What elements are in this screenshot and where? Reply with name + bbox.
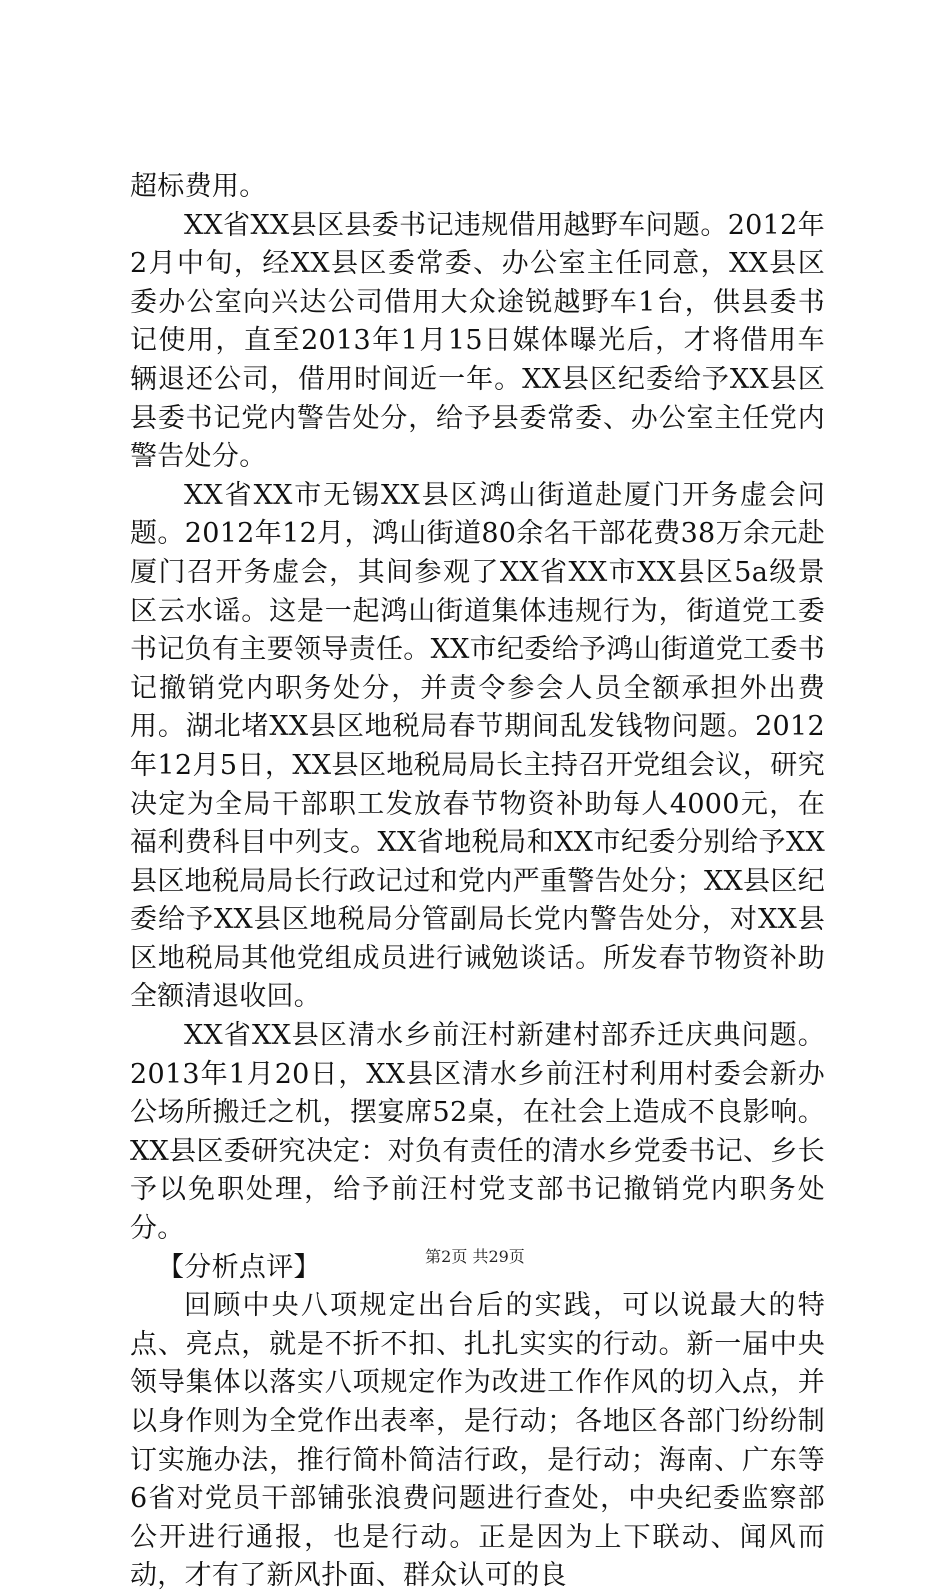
section-heading-analysis: 【分析点评】 [157,1251,321,1283]
paragraph-continuation: 超标费用。 [130,171,267,202]
paragraph-case-suv: XX省XX县区县委书记违规借用越野车问题。2012年2月中旬，经XX县区委常委、办公室主任同意，XX县区委办公室向兴达公司借用大众途锐越野车1台，供县委书记使用，直至2013年1月15日媒体曝光后，才将借用车辆退还公司，借用时间近一年。XX县区纪委给予XX县区县委书记党内警告处分，给予县委常委、办公室主任党内警告处分。 [130,209,825,473]
page-footer: 第2页 共29页 [425,1247,525,1266]
paragraph-case-hongshan: XX省XX市无锡XX县区鸿山街道赴厦门开务虚会问题。2012年12月，鸿山街道80余名干部花费38万余元赴厦门召开务虚会，其间参观了XX省XX市XX县区5a级景区云水谣。这是一起鸿山街道集体违规行为，街道党工委书记负有主要领导责任。XX市纪委给予鸿山街道党工委书记撤销党内职务处分，并责令参会人员全额承担外出费用。湖北堵XX县区地税局春节期间乱发钱物问题。2012年12月5日，XX县区地税局局长主持召开党组会议，研究决定为全局干部职工发放春节物资补助每人4000元，在福利费科目中列支。XX省地税局和XX市纪委分别给予XX县区地税局局长行政记过和党内严重警告处分；XX县区纪委给予XX县区地税局分管副局长党内警告处分，对XX县区地税局其他党组成员进行诫勉谈话。所发春节物资补助全额清退收回。 [130,479,825,1013]
document-body [130,168,825,1596]
paragraph-analysis: 回顾中央八项规定出台后的实践，可以说最大的特点、亮点，就是不折不扣、扎扎实实的行动。新一届中央领导集体以落实八项规定作为改进工作作风的切入点，并以身作则为全党作出表率，是行动；各地区各部门纷纷制订实施办法，推行简朴简洁行政，是行动；海南、广东等6省对党员干部铺张浪费问题进行查处，中央纪委监察部公开进行通报，也是行动。正是因为上下联动、闻风而动，才有了新风扑面、群众认可的良 [130,1290,825,1592]
paragraph-case-qianwang: XX省XX县区清水乡前汪村新建村部乔迁庆典问题。2013年1月20日，XX县区清水乡前汪村利用村委会新办公场所搬迁之机，摆宴席52桌，在社会上造成不良影响。XX县区委研究决定：对负有责任的清水乡党委书记、乡长予以免职处理，给予前汪村党支部书记撤销党内职务处分。 [130,1020,825,1245]
